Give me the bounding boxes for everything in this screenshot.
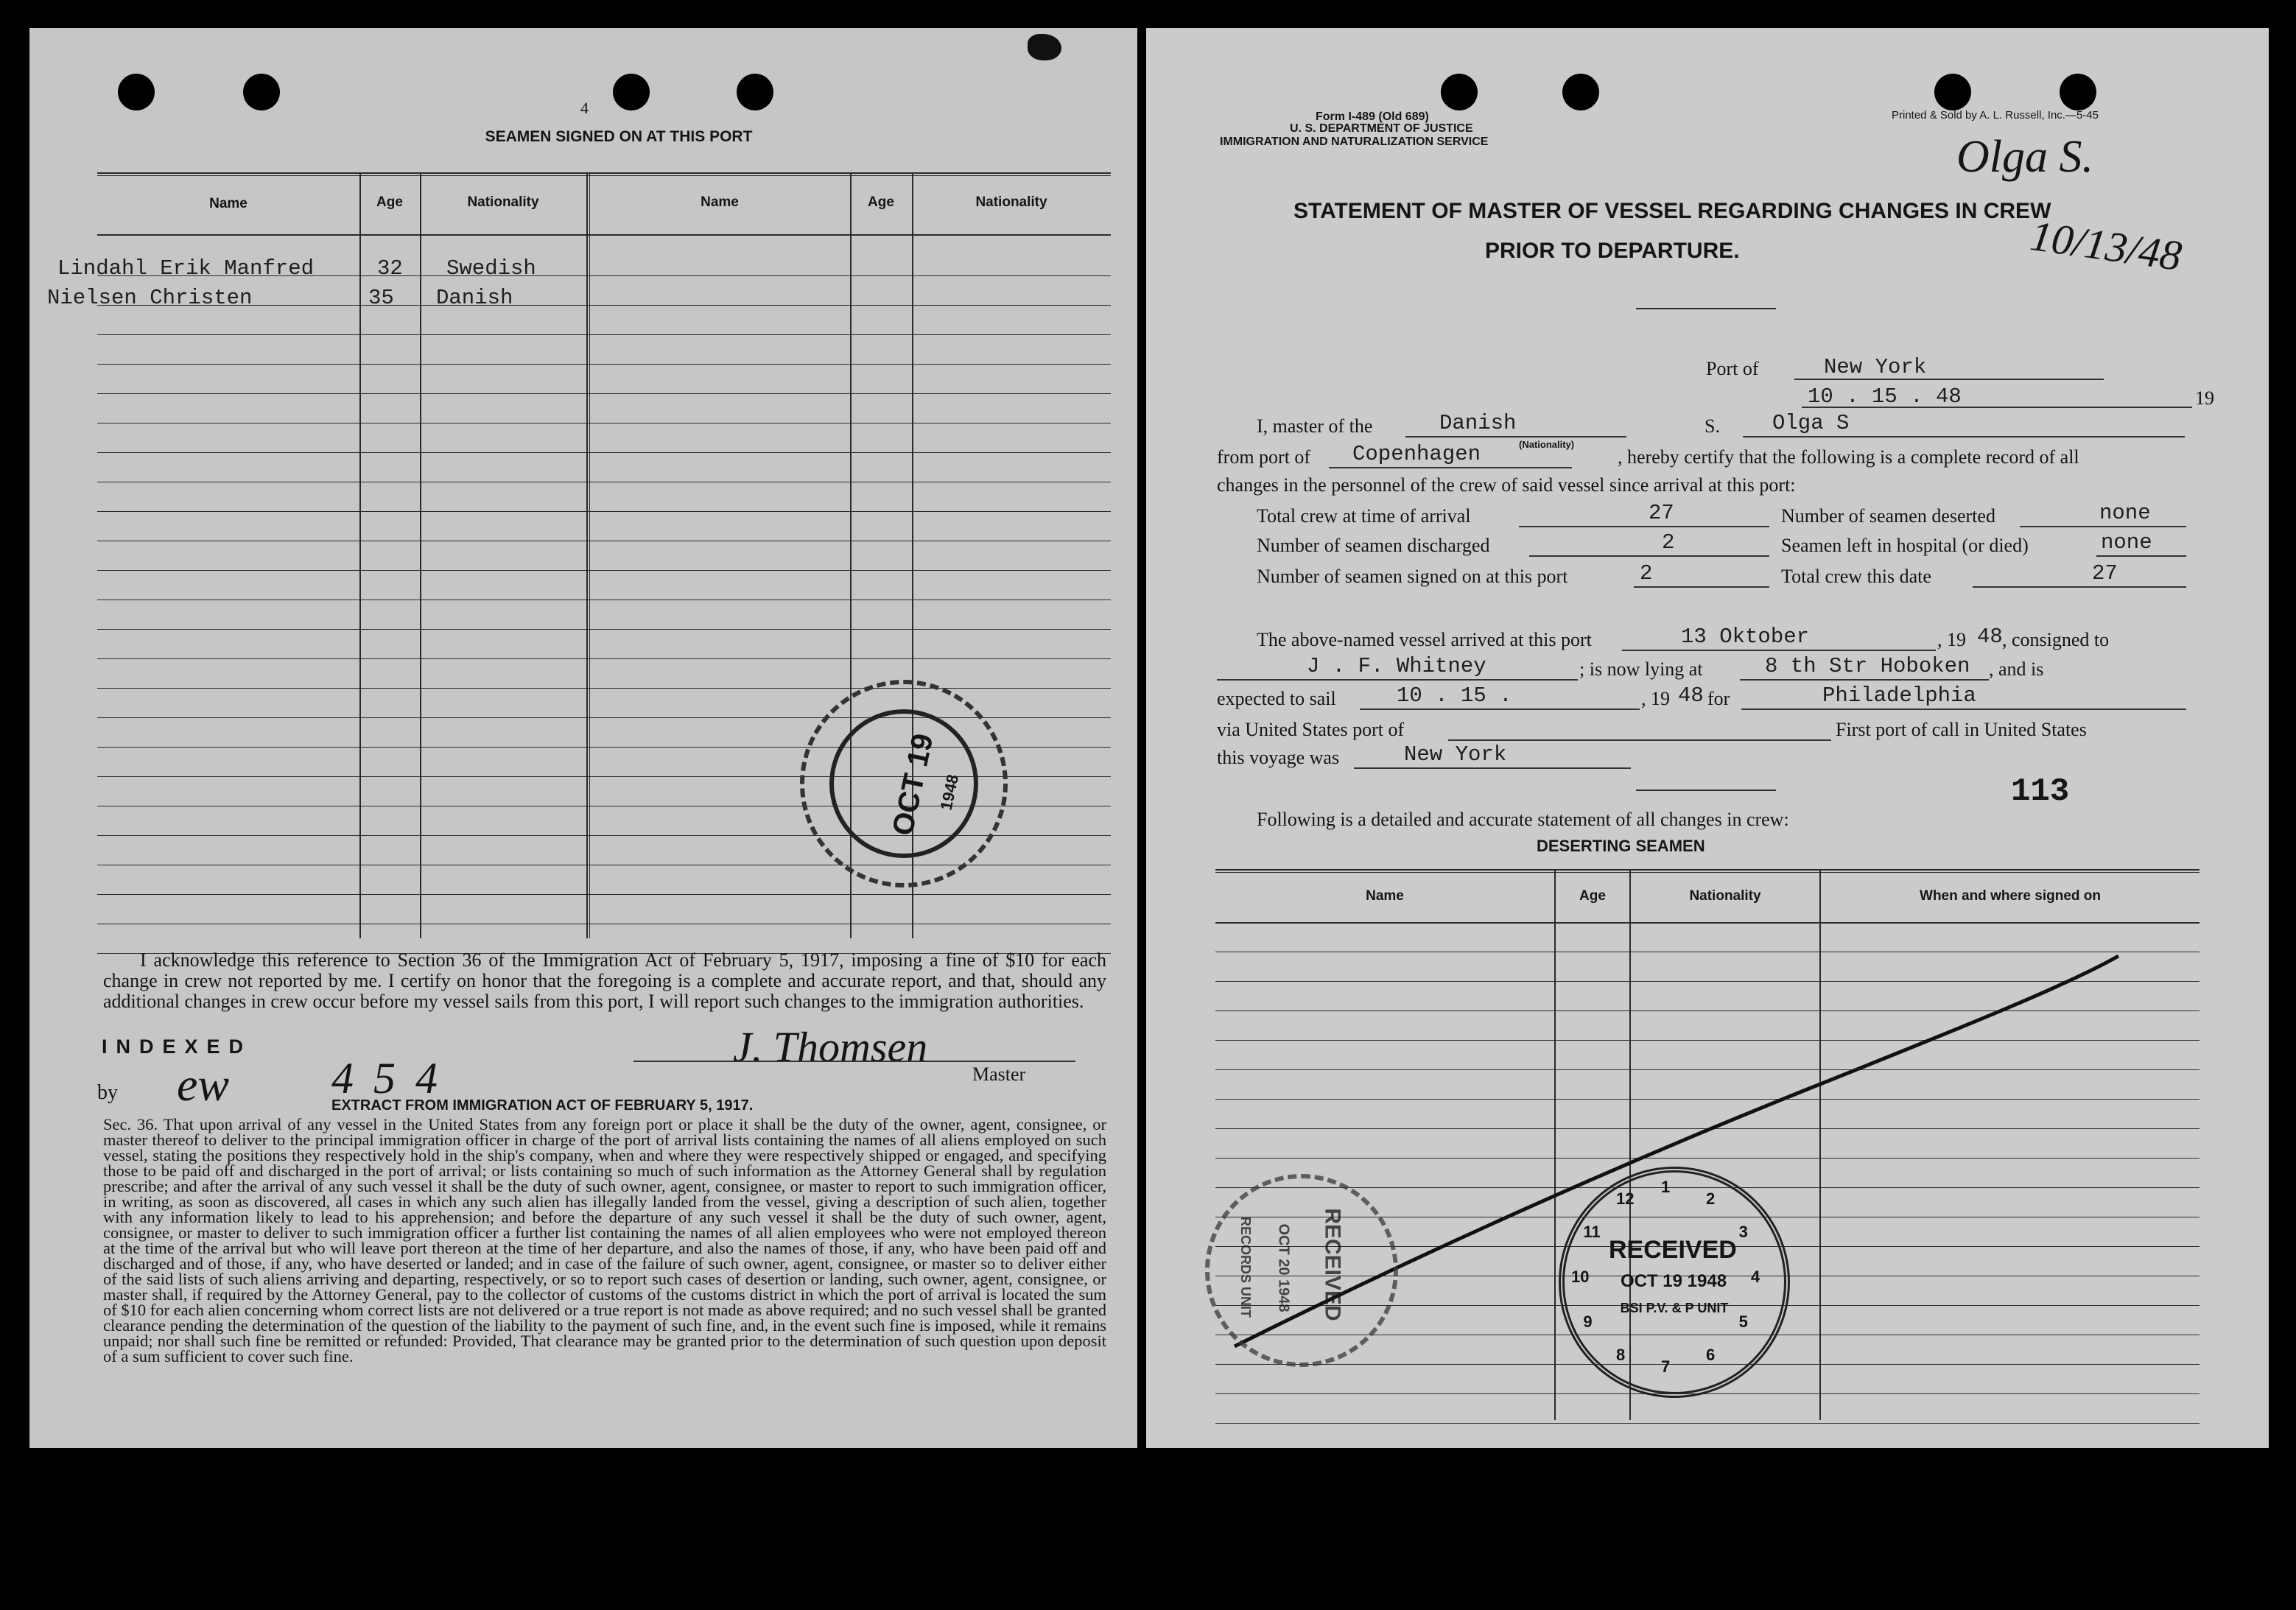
stamp-received-label: RECEIVED <box>1609 1236 1737 1264</box>
punch-hole <box>737 74 773 110</box>
total-crew-arrival-label: Total crew at time of arrival <box>1257 505 1471 527</box>
expected-value: 10 . 15 . <box>1397 683 1512 708</box>
deserted-label: Number of seamen deserted <box>1781 505 1995 527</box>
hospital: none <box>2101 530 2152 555</box>
discharged: 2 <box>1662 530 1675 555</box>
lying-value: 8 th Str Hoboken <box>1765 654 1970 678</box>
row-1-nationality: Swedish <box>446 256 536 281</box>
table-row-rule <box>97 452 1111 453</box>
total-crew-date-label: Total crew this date <box>1781 566 1931 587</box>
following-text: Following is a detailed and accurate statement of all changes in crew: <box>1257 809 1789 830</box>
stamp-records-date: OCT 20 1948 <box>1275 1223 1292 1312</box>
stamp-received-unit: BSI P.V. & P UNIT <box>1620 1301 1729 1315</box>
first-port-label: First port of call in United States <box>1836 719 2087 740</box>
col-header-name-2: Name <box>701 194 739 210</box>
stamp-records-unit: RECORDS UNIT <box>1238 1216 1254 1318</box>
table-row-rule <box>97 364 1111 365</box>
stamp-dial-number: 10 <box>1571 1268 1590 1286</box>
consigned-label: , consigned to <box>2002 629 2110 650</box>
master-label: Master <box>972 1064 1026 1085</box>
stamped-number: 113 <box>2011 773 2070 810</box>
date-value: 10 . 15 . 48 <box>1808 384 1962 409</box>
deserting-col-name: Name <box>1366 888 1404 904</box>
arrived-value: 13 Oktober <box>1681 625 1810 649</box>
stamp-dial-number: 9 <box>1583 1312 1593 1331</box>
stamp-dial-number: 6 <box>1706 1345 1716 1364</box>
records-unit-stamp <box>1205 1174 1398 1367</box>
form-title-line1: STATEMENT OF MASTER OF VESSEL REGARDING CHANGES IN CREW <box>1293 199 2051 223</box>
row-1-age: 32 <box>377 256 403 281</box>
stamp-year: 1948 <box>936 773 963 812</box>
expected-label: expected to sail <box>1217 688 1336 709</box>
by-initials: ew <box>177 1058 230 1111</box>
discharged-label: Number of seamen discharged <box>1257 535 1490 556</box>
lying-label: ; is now lying at <box>1579 658 1703 680</box>
extract-text: Sec. 36. That upon arrival of any vessel in the United States from any foreign port or place it shall be the duty of the owner, agent, consignee, or master thereof to deliver to the principal immigration officer in charge of the port of arrival lists containing the names of all aliens employed on such vessel, stating the positions they respectively hold in the ship's company, when and where they were respectively shipped or engaged, and specifying those to be paid off and discharged in the port of arrival; or lists containing so much of such information as the Attorney General shall by regulation prescribe; and after the arrival of any such vessel it shall be the duty of such owner, agent, consignee, or master to report to such immigration officer, in writing, as soon as discovered, all cases in which any such alien has illegally landed from the vessel, giving a description of such alien, together with any information likely to lead to his apprehension; and before the departure of any such vessel it shall be the duty of such owner, agent, consignee, or master to deliver to such immigration officer a further list containing the names of all alien employees who were not employed thereon at the time of the arrival but who will leave port thereon at the time of her departure, and also the names of those, if any, who have been paid off and discharged and of those, if any, who have deserted or landed; and in case of the failure of such owner, agent, consignee, or master so to deliver either of the said lists of such aliens arriving and departing, respectively, or so to report such cases of desertion or landing, such owner, agent, consignee, or master shall, if required by the Attorney General, pay to the collector of customs of the customs district in which the port of arrival is located the sum of $10 for each alien concerning whom correct lists are not delivered or a true report is not made as above required; and no such vessel shall be granted clearance pending the determination of the question of the liability to the payment of such fine, and, in the event such fine is imposed, while it remains unpaid; nor shall such fine be remitted or refunded: Provided, That clearance may be granted prior to the determination of such question upon deposit of a sum sufficient to cover such fine. <box>103 1115 1107 1365</box>
master-of-label: I, master of the <box>1257 415 1373 437</box>
voyage-label: this voyage was <box>1217 747 1340 768</box>
received-stamp-left <box>800 680 1008 887</box>
department: U. S. DEPARTMENT OF JUSTICE <box>1290 122 1473 135</box>
stamp-month: OCT <box>886 770 932 839</box>
stamp-dial-number: 1 <box>1661 1178 1671 1196</box>
port-value: New York <box>1824 355 1927 379</box>
torn-corner-mark <box>1028 34 1061 60</box>
expected-year: 48 <box>1678 683 1704 708</box>
for-value: Philadelphia <box>1822 683 1976 708</box>
stamp-dial-number: 12 <box>1616 1189 1635 1209</box>
from-port-value: Copenhagen <box>1352 442 1481 466</box>
col-header-name: Name <box>209 196 247 211</box>
arrived-year: 48 <box>1977 625 2003 649</box>
form-number: Form I-489 (Old 689) <box>1316 110 1429 123</box>
row-2-name: Nielsen Christen <box>47 286 253 310</box>
form-title-line2: PRIOR TO DEPARTURE. <box>1485 239 1740 263</box>
voyage-value: New York <box>1404 742 1507 767</box>
nationality-caption: (Nationality) <box>1519 439 1575 450</box>
arrived-label: The above-named vessel arrived at this port <box>1257 629 1592 650</box>
signed-on: 2 <box>1640 561 1653 586</box>
table-row-rule <box>97 629 1111 630</box>
and-is: , and is <box>1989 658 2044 680</box>
hospital-label: Seamen left in hospital (or died) <box>1781 535 2029 556</box>
table-row-rule <box>97 894 1111 895</box>
punch-hole <box>243 74 280 110</box>
row-1-name: Lindahl Erik Manfred <box>57 256 315 281</box>
col-header-age: Age <box>376 194 403 210</box>
certify-text-2: changes in the personnel of the crew of said vessel since arrival at this port: <box>1217 474 1796 496</box>
section-title: SEAMEN SIGNED ON AT THIS PORT <box>485 128 753 145</box>
table-row-rule <box>97 511 1111 512</box>
deserted: none <box>2099 501 2151 525</box>
via-label: via United States port of <box>1217 719 1405 740</box>
deserting-title: DESERTING SEAMEN <box>1537 837 1705 855</box>
stamp-records-label: RECEIVED <box>1320 1208 1345 1321</box>
deserting-col-nationality: Nationality <box>1689 888 1761 904</box>
arrived-year-prefix: , 19 <box>1937 629 1966 650</box>
table-row-rule <box>97 393 1111 394</box>
deserting-col-age: Age <box>1579 888 1606 904</box>
col-header-nationality: Nationality <box>467 194 539 210</box>
for-label: for <box>1707 688 1730 709</box>
stamp-received-date: OCT 19 1948 <box>1620 1271 1727 1291</box>
port-label: Port of <box>1706 358 1759 379</box>
col-header-nationality-2: Nationality <box>975 194 1047 210</box>
left-page <box>29 28 1137 1448</box>
certify-text: , hereby certify that the following is a complete record of all <box>1618 446 2079 468</box>
stamp-dial-number: 2 <box>1706 1189 1716 1209</box>
table-row-rule <box>97 570 1111 571</box>
stamp-dial-number: 3 <box>1738 1223 1748 1241</box>
stamp-dial-number: 7 <box>1661 1357 1671 1376</box>
stamp-dial-number: 5 <box>1738 1312 1748 1331</box>
from-port-label: from port of <box>1217 446 1311 468</box>
index-number: 4 5 4 <box>331 1054 442 1103</box>
printer-credit: Printed & Sold by A. L. Russell, Inc.—5-45 <box>1892 109 2099 122</box>
acknowledgement-text: I acknowledge this reference to Section 36 of the Immigration Act of February 5, 1917, imposing a fine of $10 for each change in crew not reported by me. I certify on honor that the foregoing is a complete and accurate report, and that, should any additional changes in crew occur before my vessel sails from this port, I will report such changes to the immigration authorities. <box>103 949 1106 1012</box>
punch-hole <box>613 74 650 110</box>
date-suffix: 19 <box>2195 387 2214 409</box>
col-header-age-2: Age <box>868 194 894 210</box>
page-number: 4 <box>580 99 589 117</box>
nationality-value: Danish <box>1439 411 1517 435</box>
vessel-prefix: S. <box>1705 415 1720 437</box>
extract-title: EXTRACT FROM IMMIGRATION ACT OF FEBRUARY 5, 1917. <box>331 1097 754 1114</box>
signed-on-label: Number of seamen signed on at this port <box>1257 566 1568 587</box>
right-page <box>1146 28 2269 1448</box>
expected-year-prefix: , 19 <box>1641 688 1670 709</box>
total-crew-date: 27 <box>2092 561 2118 586</box>
handwritten-date: 10/13/48 <box>2027 211 2185 281</box>
stamp-day: 19 <box>901 731 940 770</box>
by-label: by <box>97 1081 118 1104</box>
row-2-age: 35 <box>368 286 394 310</box>
consignee: J . F. Whitney <box>1307 654 1486 678</box>
total-crew-arrival: 27 <box>1649 501 1674 525</box>
master-signature: J. Thomsen <box>733 1023 928 1071</box>
deserting-col-signed-on: When and where signed on <box>1920 888 2101 904</box>
stamp-dial-number: 4 <box>1751 1268 1760 1286</box>
service: IMMIGRATION AND NATURALIZATION SERVICE <box>1220 136 1489 148</box>
stamp-dial-number: 8 <box>1616 1345 1626 1364</box>
row-2-nationality: Danish <box>436 286 513 310</box>
vessel-value: Olga S <box>1772 411 1850 435</box>
table-row-rule <box>97 334 1111 335</box>
table-row-rule <box>97 688 1111 689</box>
punch-hole <box>118 74 155 110</box>
table-row-rule <box>97 658 1111 659</box>
received-stamp-right <box>1559 1167 1790 1398</box>
stamp-dial-number: 11 <box>1583 1223 1601 1241</box>
handwritten-vessel: Olga S. <box>1956 132 2093 182</box>
indexed-label: INDEXED <box>102 1036 253 1058</box>
